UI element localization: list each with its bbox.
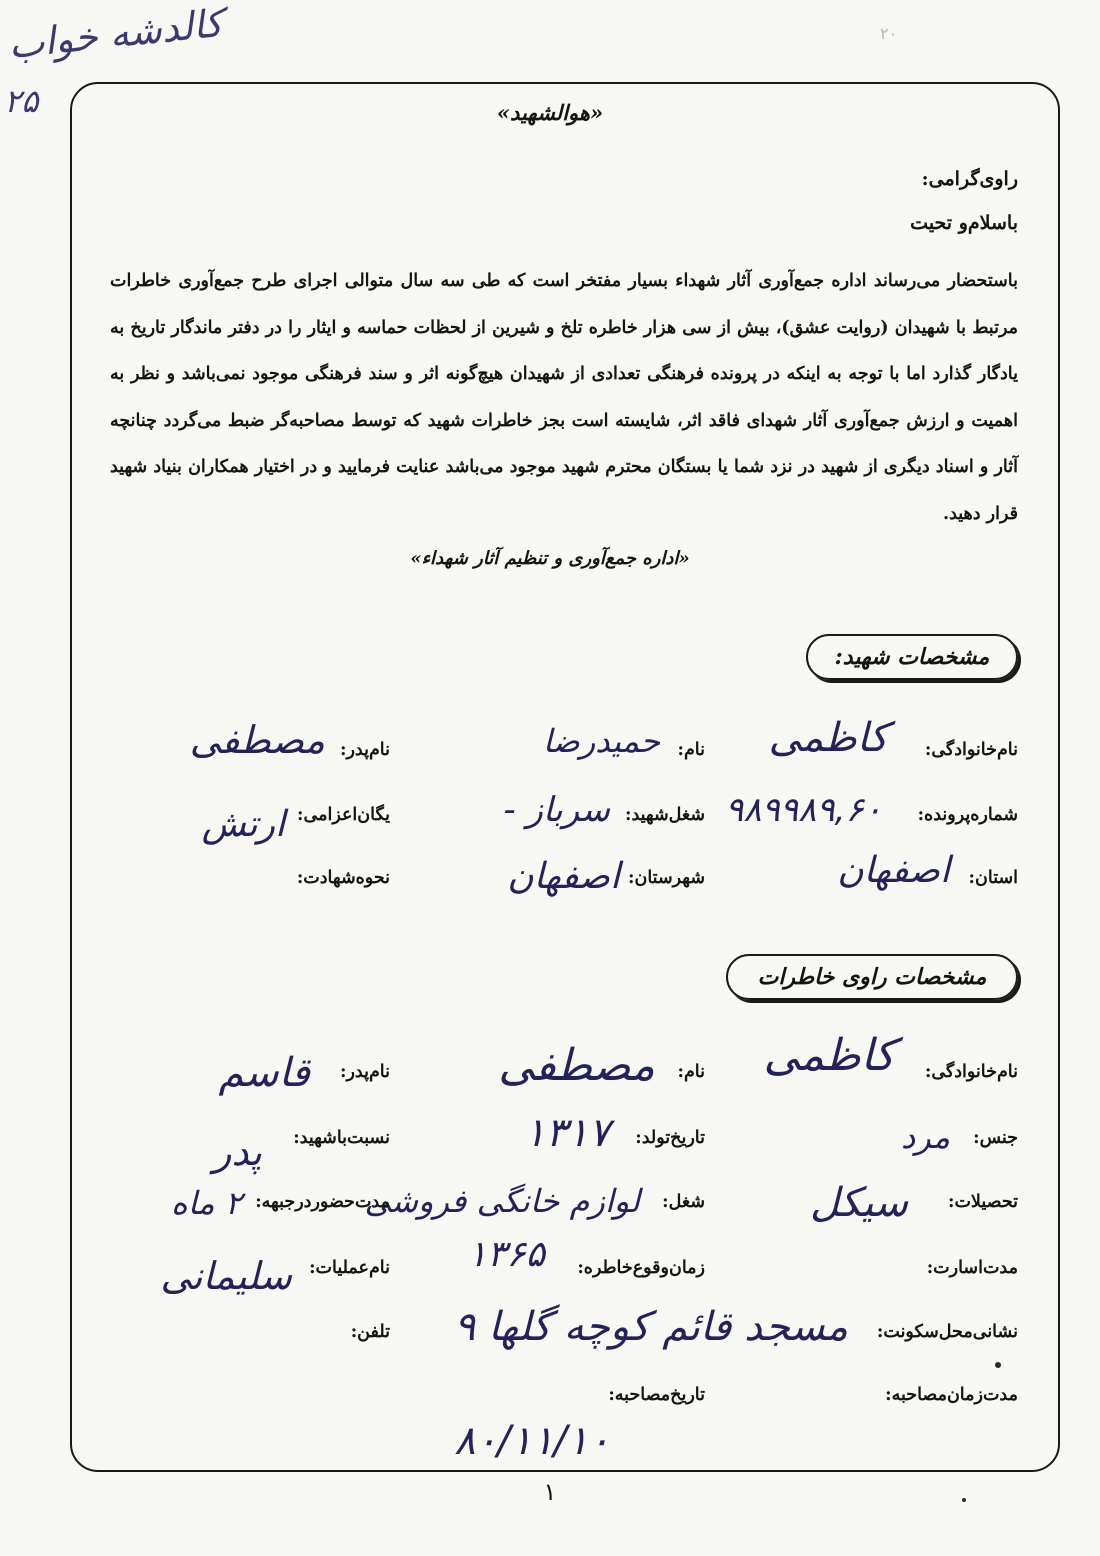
- letter-body: باستحضار می‌رساند اداره جمع‌آوری آثار شهداء بسیار مفتخر است که طی سه سال متوالی اجرای طرح جمع‌آوری خاطرات مرتبط با شهیدان (روایت عشق)، بیش از سی هزار خاطره تلخ و شیرین از لحظات حماسه و ایثار را در دفتر ماندگار تاریخ به یادگار گذارد اما با توجه به اینکه در پرونده فرهنگی تعدادی از شهیدان هیچ‌گونه اثر و سند فرهنگی موجود نمی‌باشد و نظر به اهمیت و ارزش جمع‌آوری آثار شهدای فاقد اثر، شایسته است بجز خاطرات شهید که توسط مصاحبه‌گر ضبط می‌گردد چنانچه آثار و اسناد دیگری از شهید در نزد شما یا بستگان محترم شهید موجود می‌باشد عنایت فرمایید و در اختیار همکاران بنیاد شهید قرار دهید.: [110, 271, 1018, 524]
- narrator-birth-date-label: تاریخ‌تولد:: [635, 1128, 705, 1148]
- martyr-father-name-value: مصطفی: [189, 718, 325, 762]
- narrator-relation-label: نسبت‌با‌شهید:: [293, 1128, 390, 1148]
- narrator-first-name-label: نام:: [677, 1062, 705, 1082]
- narrator-first-name-value: مصطفی: [498, 1040, 655, 1091]
- narrator-gender-label: جنس:: [973, 1128, 1018, 1148]
- ink-speck: [962, 1498, 966, 1502]
- martyr-file-number-label: شماره‌پرونده:: [917, 805, 1018, 825]
- narrator-family-name-value: کاظمی: [763, 1030, 895, 1081]
- narrator-job-value: لوازم خانگی فروشی: [364, 1182, 640, 1220]
- martyr-family-name-label: نام‌خانوادگی:: [924, 740, 1018, 760]
- narrator-relation-value: پدر: [213, 1130, 262, 1174]
- salutation: باسلام‌و تحیت: [910, 212, 1018, 234]
- narrator-memory-time-label: زمان‌وقوع‌خاطره:: [577, 1258, 705, 1278]
- martyr-father-name-label: نام‌پدر:: [339, 740, 390, 760]
- martyr-unit-label: یگان‌اعزامی:: [297, 805, 390, 825]
- martyr-city-value: اصفهان: [507, 856, 620, 897]
- martyr-manner-label: نحوه‌شهادت:: [296, 868, 390, 888]
- narrator-gender-value: مرد: [900, 1118, 950, 1156]
- narrator-education-label: تحصیلات:: [948, 1192, 1018, 1212]
- narrator-operation-label: نام‌عملیات:: [309, 1258, 390, 1278]
- narrator-operation-value: سلیمانی: [160, 1254, 292, 1298]
- narrator-memory-time-value: ۱۳۶۵: [467, 1234, 545, 1275]
- martyr-occupation-label: شغل‌شهید:: [624, 805, 705, 825]
- martyr-first-name-value: حمیدرضا: [542, 722, 660, 760]
- martyr-first-name-label: نام:: [677, 740, 705, 760]
- narrator-address-value: مسجد قائم کوچه گلها ۹: [453, 1304, 848, 1350]
- letter-signature: «اداره جمع‌آوری و تنظیم آثار شهداء»: [410, 548, 690, 569]
- martyr-province-value: اصفهان: [837, 850, 950, 891]
- narrator-address-label: نشانی‌محل‌سکونت:: [876, 1322, 1018, 1342]
- narrator-family-name-label: نام‌خانوادگی:: [924, 1062, 1018, 1082]
- narrator-education-value: سیکل: [810, 1180, 908, 1226]
- greeting: راوی‌گرامی:: [921, 168, 1018, 190]
- martyr-city-label: شهرستان:: [628, 868, 705, 888]
- page-heading: «هوالشهید»: [496, 100, 604, 125]
- narrator-front-duration-label: مدت‌حضوردرجبهه:: [255, 1192, 390, 1212]
- narrator-job-label: شغل:: [662, 1192, 705, 1212]
- narrator-phone-label: تلفن:: [350, 1322, 390, 1342]
- martyr-occupation-value: سرباز -: [503, 790, 610, 830]
- margin-note-number: ۲۵: [4, 82, 39, 120]
- narrator-front-duration-value: ۲ ماه: [170, 1184, 242, 1222]
- narrator-interview-date-label: تاریخ‌مصاحبه:: [608, 1385, 705, 1405]
- narrator-father-name-value: قاسم: [218, 1050, 310, 1096]
- ink-speck: [995, 1362, 1001, 1368]
- martyr-section-title: مشخصات شهید:: [806, 634, 1018, 680]
- margin-note-scribble: کالدشه خواب: [6, 0, 225, 68]
- narrator-birth-date-value: ۱۳۱۷: [524, 1110, 610, 1156]
- martyr-province-label: استان:: [968, 868, 1018, 888]
- martyr-file-number-value: ۹۸۹۹۸۹,۶۰: [725, 790, 882, 830]
- page-number: ۱: [543, 1478, 557, 1506]
- narrator-father-name-label: نام‌پدر:: [339, 1062, 390, 1082]
- margin-faint-mark: ۲۰: [880, 24, 898, 43]
- narrator-interview-duration-label: مدت‌زمان‌مصاحبه:: [885, 1385, 1018, 1405]
- narrator-section-title: مشخصات راوی خاطرات: [726, 954, 1018, 1000]
- narrator-interview-date-value: ۸۰/۱۱/۱۰: [454, 1418, 610, 1464]
- narrator-captivity-label: مدت‌اسارت:: [926, 1258, 1018, 1278]
- martyr-unit-value: ارتش: [201, 804, 285, 845]
- martyr-family-name-value: کاظمی: [768, 715, 888, 761]
